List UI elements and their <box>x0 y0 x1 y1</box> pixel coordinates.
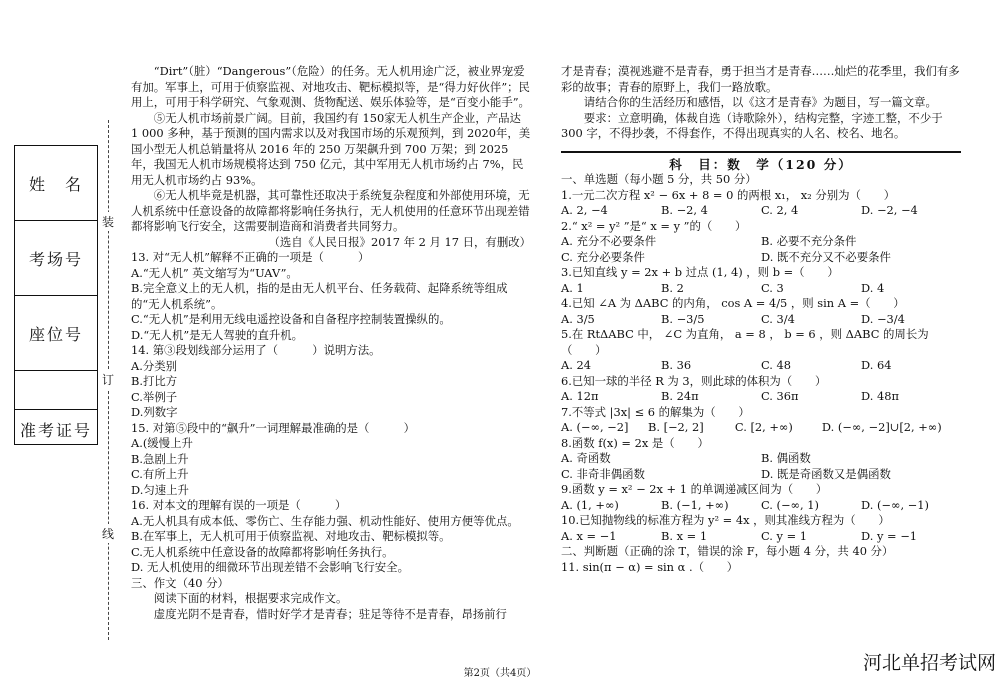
essay-prompt: 请结合你的生活经历和感悟，以《这才是青春》为题目，写一篇文章。 <box>583 95 937 109</box>
question-1: 1.一元二次方程 x² − 6x + 8 = 0 的两根 x₁， x₂ 分别为（ ） <box>561 187 896 202</box>
passage-paragraph-6: ⑥无人机毕竟是机器，其可靠性还取决于系统复杂程度和外部使用环境，无人机系统中任意设备的故障都将影响任务执行，无人机使用的任意环节出现差错都将影响飞行安全，这需要制造商和消费者共同努力。 <box>131 188 530 233</box>
q2-option-c: C. 充分必要条件 <box>561 249 645 264</box>
passage-source: （选自《人民日报》2017 年 2 月 17 日，有删改） <box>268 234 531 249</box>
page-number: 第2页（共4页） <box>463 668 537 679</box>
q3-option-c: C. 3 <box>761 280 784 295</box>
binding-char-xian: 线 <box>102 524 114 543</box>
q8-options-row1 <box>561 451 961 467</box>
q4-option-c: C. 3/4 <box>761 311 795 326</box>
binding-char-zhuang: 装 <box>102 212 114 231</box>
q6-option-a: A. 12π <box>561 389 599 403</box>
right-column <box>561 64 961 575</box>
q1-options <box>561 203 961 219</box>
q6-option-d: D. 48π <box>861 389 899 403</box>
passage-paragraph-4: “Dirt”（脏）“Dangerous”（危险）的任务。无人机用途广泛，被业界宠爱有加。军事上，可用于侦察监视、对地攻击、靶标模拟等，是“得力好伙伴”；民用上，可用于科学研究、气象观测、货物配送、娱乐体验等，是“百变小能手”。 <box>131 64 530 109</box>
q8-option-c: C. 非奇非偶函数 <box>561 466 645 481</box>
q13-option-c: C.“无人机”是利用无线电遥控设备和自备程序控制装置操纵的。 <box>131 312 451 326</box>
q13-option-b: B.完全意义上的无人机，指的是由无人机平台、任务载荷、起降系统等组成的“无人机系统”。 <box>131 281 508 311</box>
question-7: 7.不等式 |3x| ≤ 6 的解集为（ ） <box>561 404 750 419</box>
q10-option-c: C. y = 1 <box>761 528 808 543</box>
q5-option-b: B. 36 <box>661 358 692 372</box>
q4-option-d: D. −3/4 <box>861 311 905 326</box>
q2-option-b: B. 必要不充分条件 <box>761 234 857 248</box>
question-16: 16. 对本文的理解有误的一项是（ ） <box>131 498 347 512</box>
q5-option-d: D. 64 <box>861 358 892 372</box>
question-2: 2.“ x² = y² ”是“ x = y ”的（ ） <box>561 218 747 233</box>
question-11: 11. sin(π − α) = sin α .（ ） <box>561 559 739 574</box>
q5-options <box>561 358 961 374</box>
q6-option-c: C. 36π <box>761 389 799 403</box>
q9-option-c: C. (−∞, 1) <box>761 497 819 512</box>
q8-option-d: D. 既是奇函数又是偶函数 <box>761 466 891 481</box>
q2-option-d: D. 既不充分又不必要条件 <box>761 249 891 264</box>
q10-option-b: B. x = 1 <box>661 528 708 543</box>
q10-options <box>561 529 961 545</box>
question-8: 8.函数 f(x) = 2x 是（ ） <box>561 435 709 450</box>
essay-material-continued: 才是青春；漠视逃避不是青春，勇于担当才是青春……灿烂的花季里，我们有多彩的故事；青春的原野上，我们一路放歌。 <box>561 64 960 94</box>
subject-title: 科 目：数 学（120 分） <box>669 156 853 172</box>
binding-char-ding: 订 <box>102 370 114 389</box>
q13-option-a: A.“无人机” 英文缩写为“UAV”。 <box>131 265 298 280</box>
left-column <box>131 64 531 622</box>
q9-option-a: A. (1, +∞) <box>561 497 619 512</box>
q14-option-a: A.分类别 <box>131 358 178 373</box>
q7-option-d: D. (−∞, −2]∪[2, +∞) <box>821 420 942 434</box>
q7-option-c: C. [2, +∞) <box>734 420 793 434</box>
q4-options <box>561 312 961 328</box>
q4-option-a: A. 3/5 <box>561 311 595 326</box>
q7-option-b: B. [−2, 2] <box>647 420 704 434</box>
exam-room-label: 考场号 <box>15 221 97 296</box>
q13-option-d: D.“无人机”是无人驾驶的直升机。 <box>131 327 304 342</box>
q8-option-a: A. 奇函数 <box>561 451 611 465</box>
q15-option-d: D.匀速上升 <box>131 482 189 497</box>
q10-option-d: D. y = −1 <box>861 528 917 543</box>
question-14: 14. 第③段划线部分运用了（ ）说明方法。 <box>131 343 381 357</box>
q3-option-a: A. 1 <box>561 280 584 295</box>
q5-option-c: C. 48 <box>761 358 792 372</box>
q16-option-b: B.在军事上，无人机可用于侦察监视、对地攻击、靶标模拟等。 <box>131 529 451 543</box>
q8-options-row2 <box>561 467 961 483</box>
question-4: 4.已知 ∠A 为 ΔABC 的内角， cos A = 4/5 ，则 sin A =（ ） <box>561 296 905 310</box>
q2-option-a: A. 充分不必要条件 <box>561 234 657 248</box>
section-divider <box>561 151 961 153</box>
q15-option-c: C.有所上升 <box>131 467 189 481</box>
q6-option-b: B. 24π <box>661 389 699 403</box>
q6-options <box>561 389 961 405</box>
passage-paragraph-5: ⑤无人机市场前景广阔。目前，我国约有 150家无人机生产企业，产品达 1 000 多种，基于预测的国内需求以及对我国市场的乐观预判，到 2020年，美国小型无人机总销量将从 2016 年的 250 万架飙升到 700 万架；到 2025年，我国无人机市场规模将达到 750 亿元，其中军用无人机市场约占 7%，民用无人机市场约占 93%。 <box>131 110 531 187</box>
question-9: 9.函数 y = x² − 2x + 1 的单调递减区间为（ ） <box>561 482 828 496</box>
seat-label: 座位号 <box>15 296 97 371</box>
q8-option-b: B. 偶函数 <box>761 451 811 465</box>
q15-option-b: B.急剧上升 <box>131 451 189 466</box>
q16-option-a: A.无人机具有成本低、零伤亡、生存能力强、机动性能好、使用方便等优点。 <box>131 513 519 528</box>
essay-instruction: 阅读下面的材料，根据要求完成作文。 <box>153 591 348 605</box>
q7-options <box>561 420 961 436</box>
question-15: 15. 对第⑤段中的“飙升”一词理解最准确的是（ ） <box>131 420 415 435</box>
name-label: 姓 名 <box>15 146 97 221</box>
q2-options-row1 <box>561 234 961 250</box>
section-3-heading: 三、作文（40 分） <box>131 575 229 590</box>
q9-options <box>561 498 961 514</box>
essay-material: 虚度光阴不是青春，惜时好学才是青春；驻足等待不是青春，昂扬前行 <box>153 606 507 621</box>
question-6: 6.已知一球的半径 R 为 3，则此球的体积为（ ） <box>561 373 827 388</box>
q1-option-a: A. 2, −4 <box>561 203 608 217</box>
watermark-text: 河北单招考试网 <box>862 652 996 674</box>
q2-options-row2 <box>561 250 961 266</box>
q1-option-b: B. −2, 4 <box>661 203 708 217</box>
q9-option-b: B. (−1, +∞) <box>661 497 729 512</box>
question-10: 10.已知抛物线的标准方程为 y² = 4x ，则其准线方程为（ ） <box>561 513 890 527</box>
section-1-heading: 一、单选题（每小题 5 分，共 50 分） <box>561 172 757 186</box>
q14-option-d: D.列数字 <box>131 405 178 419</box>
question-3: 3.已知直线 y = 2x + b 过点 (1, 4) ，则 b =（ ） <box>561 265 839 279</box>
q1-option-c: C. 2, 4 <box>761 203 799 217</box>
q14-option-c: C.举例子 <box>131 389 178 404</box>
q7-option-a: A. (−∞, −2] <box>561 420 629 434</box>
q1-option-d: D. −2, −4 <box>861 203 918 217</box>
q3-options <box>561 281 961 297</box>
essay-requirements: 要求：立意明确，体裁自选（诗歌除外），结构完整，字迹工整，不少于300 字，不得抄袭，不得套作，不得出现真实的人名、校名、地名。 <box>561 110 943 140</box>
q10-option-a: A. x = −1 <box>561 528 617 543</box>
section-2-heading: 二、判断题（正确的涂 T，错误的涂 F，每小题 4 分，共 40 分） <box>561 544 894 558</box>
q16-option-d: D. 无人机使用的细微环节出现差错不会影响飞行安全。 <box>131 560 409 574</box>
admission-ticket-label: 准考证号 <box>19 420 92 440</box>
q3-option-d: D. 4 <box>861 280 885 295</box>
blank-cell <box>15 371 97 410</box>
q5-option-a: A. 24 <box>561 358 591 372</box>
question-5: 5.在 RtΔABC 中， ∠C 为直角， a = 8 ， b = 6 ，则 ΔABC 的周长为（ ） <box>561 327 929 357</box>
q14-option-b: B.打比方 <box>131 374 178 388</box>
q16-option-c: C.无人机系统中任意设备的故障都将影响任务执行。 <box>131 544 394 559</box>
q4-option-b: B. −3/5 <box>661 311 705 326</box>
q9-option-d: D. (−∞, −1) <box>861 497 929 512</box>
question-13: 13. 对“无人机”解释不正确的一项是（ ） <box>131 250 370 264</box>
q3-option-b: B. 2 <box>661 280 684 295</box>
q15-option-a: A.(缓慢上升 <box>131 436 193 450</box>
candidate-info-box <box>14 145 98 445</box>
